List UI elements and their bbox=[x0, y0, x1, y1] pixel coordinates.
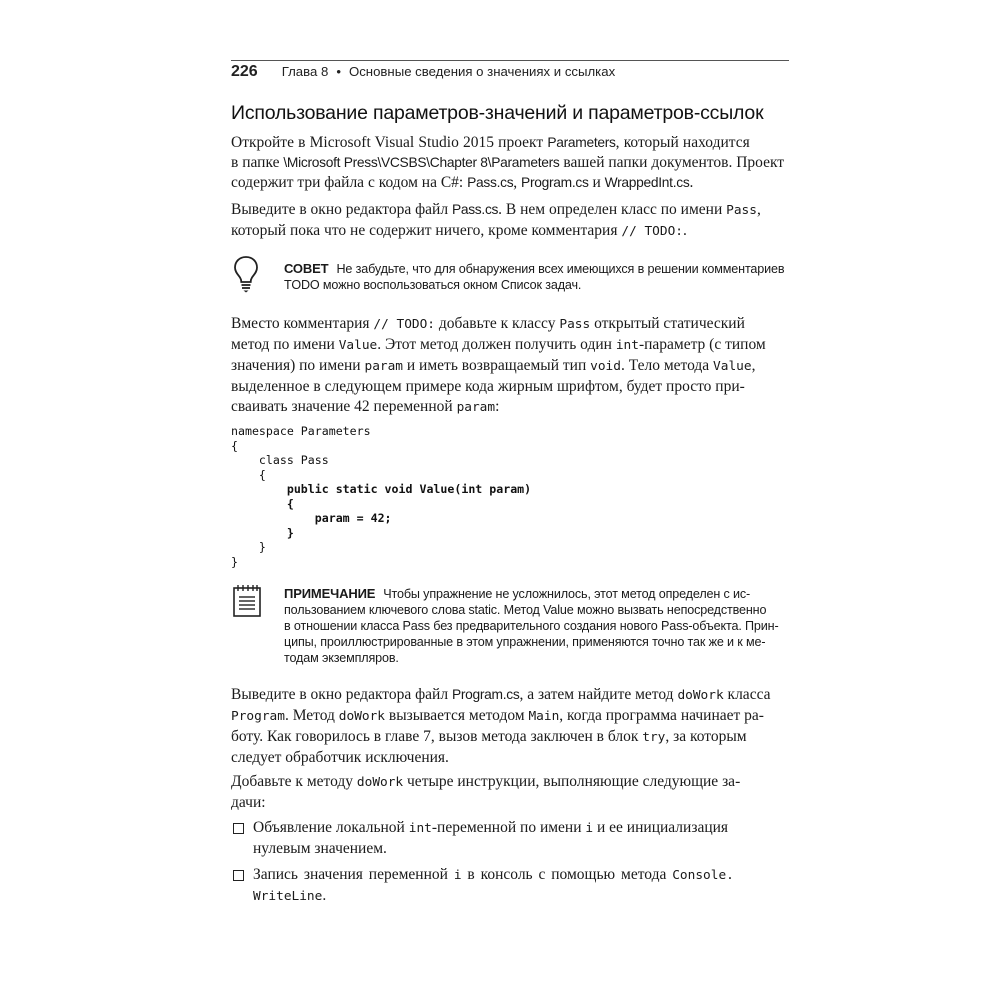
paragraph-dowork bbox=[231, 772, 791, 813]
text: Объявление локальной bbox=[253, 819, 409, 836]
text: , за которым bbox=[665, 728, 747, 745]
text: . В нем определен класс по имени bbox=[498, 201, 727, 218]
header-rule bbox=[231, 60, 789, 61]
text: . Тело метода bbox=[620, 357, 714, 374]
text: дачи: bbox=[231, 794, 266, 811]
text: следует обработчик исключения. bbox=[231, 749, 449, 766]
code-inline: Pass bbox=[726, 203, 757, 218]
text: . Этот метод должен получить один bbox=[377, 336, 616, 353]
code-line: namespace Parameters bbox=[231, 424, 371, 438]
note-label: ПРИМЕЧАНИЕ bbox=[284, 586, 376, 601]
text: и иметь возвращаемый тип bbox=[403, 357, 591, 374]
lightbulb-icon bbox=[233, 255, 259, 293]
text: Выведите в окно редактора файл bbox=[231, 201, 452, 218]
page-number: 226 bbox=[231, 63, 258, 80]
tip-box bbox=[284, 261, 794, 293]
code-inline: doWork bbox=[338, 709, 386, 724]
code-inline: Main bbox=[528, 709, 560, 724]
code-inline: Program bbox=[231, 709, 285, 724]
code-inline: WriteLine bbox=[253, 889, 323, 904]
code-inline: doWork bbox=[356, 775, 404, 790]
text: Запись значения переменной bbox=[253, 866, 454, 883]
chapter-label: Глава 8 bbox=[281, 64, 329, 79]
text: . bbox=[689, 174, 694, 191]
code-inline: Console. bbox=[672, 868, 734, 883]
code-line: } bbox=[231, 540, 266, 554]
section-title: Основные сведения о значениях и ссылках bbox=[348, 64, 616, 79]
folder-path: \Microsoft Press\VCSBS\Chapter 8\Parameters bbox=[283, 155, 560, 170]
checkbox-bullet-icon bbox=[233, 870, 244, 881]
text: класса bbox=[723, 686, 771, 703]
code-inline: int bbox=[615, 338, 639, 353]
text: . bbox=[322, 887, 327, 904]
code-listing bbox=[231, 424, 531, 569]
code-line-bold: public static void Value(int param) bbox=[231, 482, 532, 496]
text: сваивать значение 42 переменной bbox=[231, 398, 457, 415]
running-header bbox=[231, 63, 789, 85]
file-name: Pass.cs bbox=[467, 175, 514, 190]
text: метод по имени bbox=[231, 336, 339, 353]
checkbox-bullet-icon bbox=[233, 823, 244, 834]
code-line: { bbox=[231, 438, 238, 453]
code-line: { bbox=[231, 467, 266, 482]
code-inline: i bbox=[453, 868, 462, 883]
code-inline: void bbox=[590, 359, 621, 374]
text: и ее инициализация bbox=[593, 819, 729, 836]
text: -переменной по имени bbox=[431, 819, 586, 836]
text: содержит три файла с кодом на C#: bbox=[231, 174, 468, 191]
project-name: Parameters bbox=[547, 135, 616, 150]
text: Вместо комментария bbox=[231, 315, 374, 332]
code-line: class Pass bbox=[231, 453, 329, 467]
paragraph-pass-cs bbox=[231, 200, 791, 242]
note-text: в отношении класса Pass без предварительного создания нового Pass-объекта. Прин- bbox=[284, 619, 779, 633]
text: открытый статический bbox=[590, 315, 745, 332]
text: -параметр (с типом bbox=[638, 336, 766, 353]
code-inline: // TODO: bbox=[621, 224, 683, 239]
note-box bbox=[284, 586, 794, 666]
text: вызывается методом bbox=[385, 707, 529, 724]
text: значения) по имени bbox=[231, 357, 365, 374]
notepad-icon bbox=[232, 584, 262, 618]
tip-text: Не забудьте, что для обнаружения всех имеющихся в решении комментариев bbox=[336, 262, 785, 276]
code-inline: param bbox=[364, 359, 404, 374]
note-text: ципы, проиллюстрированные в этом упражнении, применяются точно так же и к ме- bbox=[284, 635, 766, 649]
text: Добавьте к методу bbox=[231, 773, 357, 790]
code-line-bold: { bbox=[231, 496, 294, 511]
text: Откройте в Microsoft Visual Studio 2015 проект bbox=[231, 134, 548, 151]
text: , а затем найдите метод bbox=[519, 686, 678, 703]
text: , bbox=[756, 201, 761, 218]
code-line-bold: param = 42; bbox=[231, 511, 392, 525]
file-name: Program.cs bbox=[521, 175, 589, 190]
code-line: } bbox=[231, 554, 238, 569]
text: , который находится bbox=[615, 134, 750, 151]
file-name: Pass.cs bbox=[451, 202, 499, 217]
text: Выведите в окно редактора файл bbox=[231, 686, 452, 703]
code-inline: doWork bbox=[677, 688, 724, 703]
file-name: WrappedInt.cs bbox=[604, 175, 690, 190]
text: в консоль с помощью метода bbox=[461, 866, 673, 883]
list-item bbox=[231, 865, 791, 907]
text: , bbox=[751, 357, 756, 374]
code-inline: param bbox=[456, 400, 496, 415]
note-text: Чтобы упражнение не усложнилось, этот метод определен с ис- bbox=[383, 587, 751, 601]
note-text: пользованием ключевого слова static. Метод Value можно вызвать непосредственно bbox=[284, 603, 767, 617]
text: который пока что не содержит ничего, кроме комментария bbox=[231, 222, 622, 239]
code-inline: Value bbox=[713, 359, 752, 374]
tip-text: TODO можно воспользоваться окном Список задач. bbox=[284, 278, 582, 292]
text: добавьте к классу bbox=[435, 315, 560, 332]
text: выделенное в следующем примере кода жирным шрифтом, будет просто при- bbox=[231, 378, 745, 395]
file-name: Program.cs bbox=[451, 687, 520, 702]
tip-label: СОВЕТ bbox=[284, 261, 329, 276]
code-inline: i bbox=[585, 821, 594, 836]
text: , bbox=[513, 174, 522, 191]
text: в папке bbox=[231, 154, 284, 171]
paragraph-value-method bbox=[231, 314, 791, 418]
code-inline: Value bbox=[338, 338, 378, 353]
text: боту. Как говорилось в главе 7, вызов метода заключен в блок bbox=[231, 728, 643, 745]
code-inline: // TODO: bbox=[373, 317, 436, 332]
text: : bbox=[495, 398, 500, 415]
text: . Метод bbox=[284, 707, 339, 724]
code-line-bold: } bbox=[231, 525, 294, 540]
note-text: тодам экземпляров. bbox=[284, 651, 399, 665]
code-inline: Pass bbox=[559, 317, 591, 332]
text: нулевым значением. bbox=[253, 840, 387, 857]
code-inline: try bbox=[642, 730, 666, 745]
paragraph-program-cs bbox=[231, 685, 791, 768]
text: , когда программа начинает ра- bbox=[559, 707, 764, 724]
section-heading: Использование параметров-значений и параметров-ссылок bbox=[231, 102, 764, 124]
text: четыре инструкции, выполняющие следующие за- bbox=[403, 773, 741, 790]
paragraph-open-project bbox=[231, 133, 791, 193]
list-item bbox=[231, 818, 791, 859]
text: и bbox=[588, 174, 605, 191]
text: . bbox=[683, 222, 687, 239]
text: вашей папки документов. Проект bbox=[559, 154, 785, 171]
code-inline: int bbox=[408, 821, 432, 836]
header-bullet: • bbox=[336, 64, 341, 79]
